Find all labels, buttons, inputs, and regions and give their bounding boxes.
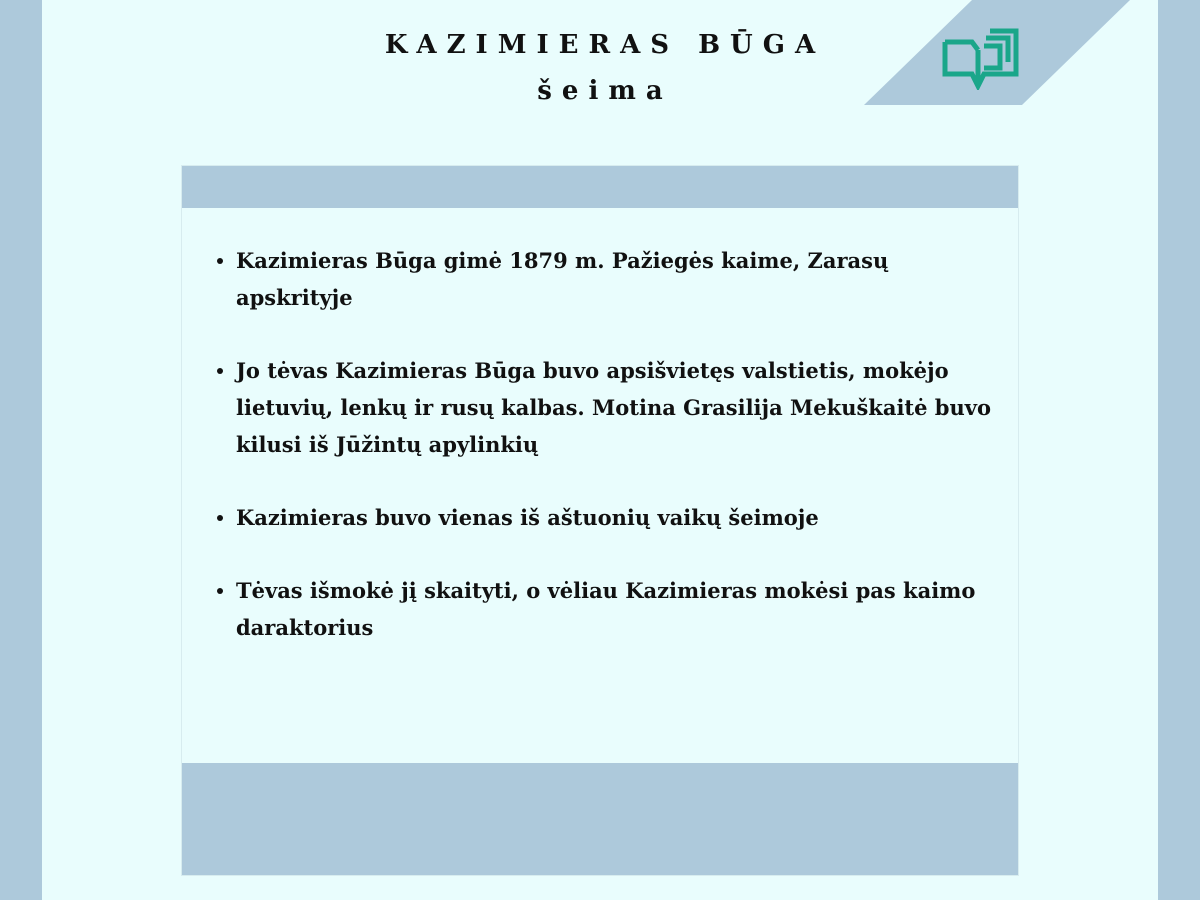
facts-list [236,242,996,682]
page-title: KAZIMIERAS BŪGA [384,30,826,60]
right-side-band [1158,0,1200,900]
fact-text: Jo tėvas Kazimieras Būga buvo apsišvietęs valstietis, mokėjo lietuvių, lenkų ir rusų kalbas. Motina Grasilija Mekuškaitė buvo kilusi iš Jūžintų apylinkių [236,358,991,457]
list-item [236,242,996,316]
fact-text: Kazimieras buvo vienas iš aštuonių vaikų šeimoje [236,505,819,530]
page-subtitle: šeima [537,76,673,106]
fact-text: Kazimieras Būga gimė 1879 m. Pažiegės kaime, Zarasų apskrityje [236,248,889,310]
list-item [236,572,996,646]
card-bottom-band [182,763,1018,875]
list-item [236,352,996,463]
left-side-band [0,0,42,900]
card-top-band [182,166,1018,208]
fact-text: Tėvas išmokė jį skaityti, o vėliau Kazimieras mokėsi pas kaimo daraktorius [236,578,976,640]
content-card [181,165,1019,876]
list-item [236,499,996,536]
